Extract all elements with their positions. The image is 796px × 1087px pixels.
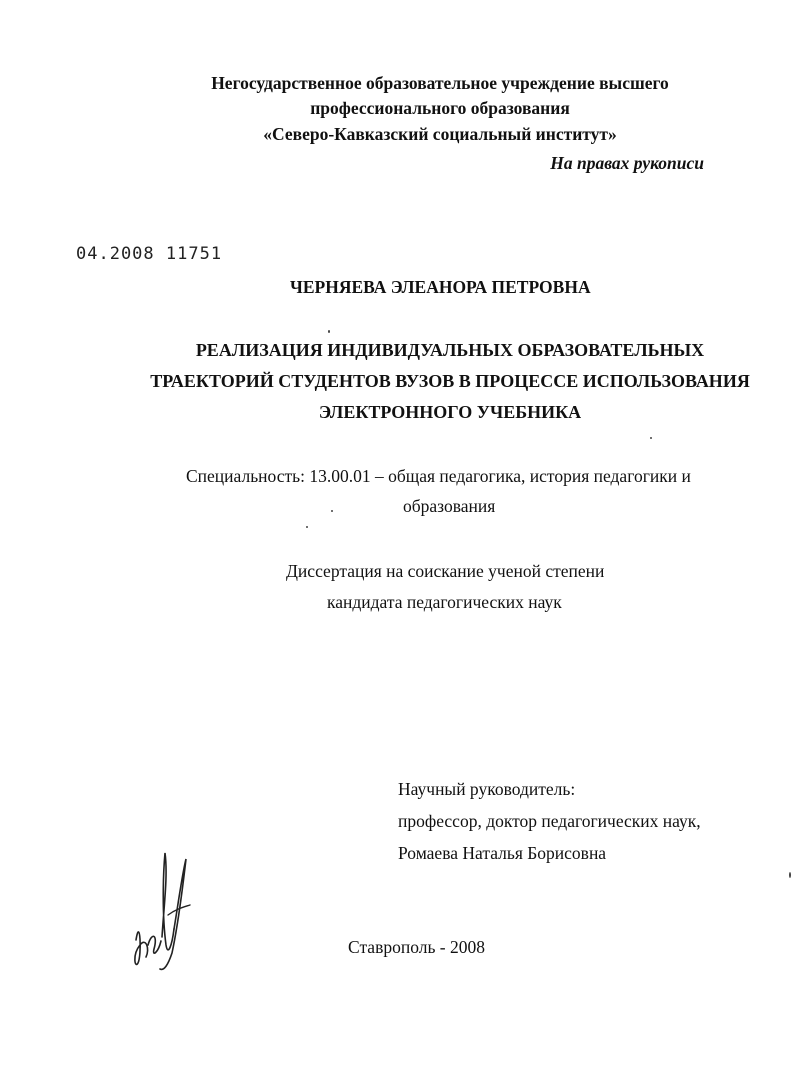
supervisor-label: Научный руководитель:	[398, 779, 576, 799]
institution-line-2: профессионального образования	[310, 98, 570, 118]
specialty-line-2: образования	[403, 496, 496, 516]
handwritten-signature	[128, 845, 198, 975]
supervisor-name: Ромаева Наталья Борисовна	[398, 843, 607, 863]
scan-speck	[328, 330, 330, 333]
scan-speck	[789, 872, 791, 878]
scan-speck	[331, 510, 333, 512]
author-name: ЧЕРНЯЕВА ЭЛЕАНОРА ПЕТРОВНА	[290, 277, 591, 297]
title-line-3: ЭЛЕКТРОННОГО УЧЕБНИКА	[318, 402, 582, 422]
library-stamp-number: 04.2008 11751	[76, 244, 223, 264]
institution-line-1: Негосударственное образовательное учреждение высшего	[211, 73, 669, 93]
title-line-1: РЕАЛИЗАЦИЯ ИНДИВИДУАЛЬНЫХ ОБРАЗОВАТЕЛЬНЫХ	[195, 340, 705, 360]
title-line-2: ТРАЕКТОРИЙ СТУДЕНТОВ ВУЗОВ В ПРОЦЕССЕ ИСПОЛЬЗОВАНИЯ	[150, 371, 750, 391]
supervisor-title: профессор, доктор педагогических наук,	[398, 811, 701, 831]
manuscript-rights-note: На правах рукописи	[550, 153, 704, 173]
degree-line-1: Диссертация на соискание ученой степени	[286, 561, 605, 581]
institution-line-3: «Северо-Кавказский социальный институт»	[263, 124, 617, 144]
scan-speck	[306, 526, 308, 528]
specialty-line-1: Специальность: 13.00.01 – общая педагогика, история педагогики и	[186, 466, 691, 486]
degree-line-2: кандидата педагогических наук	[327, 592, 562, 612]
city-year: Ставрополь - 2008	[348, 937, 486, 957]
scan-speck	[650, 437, 652, 439]
